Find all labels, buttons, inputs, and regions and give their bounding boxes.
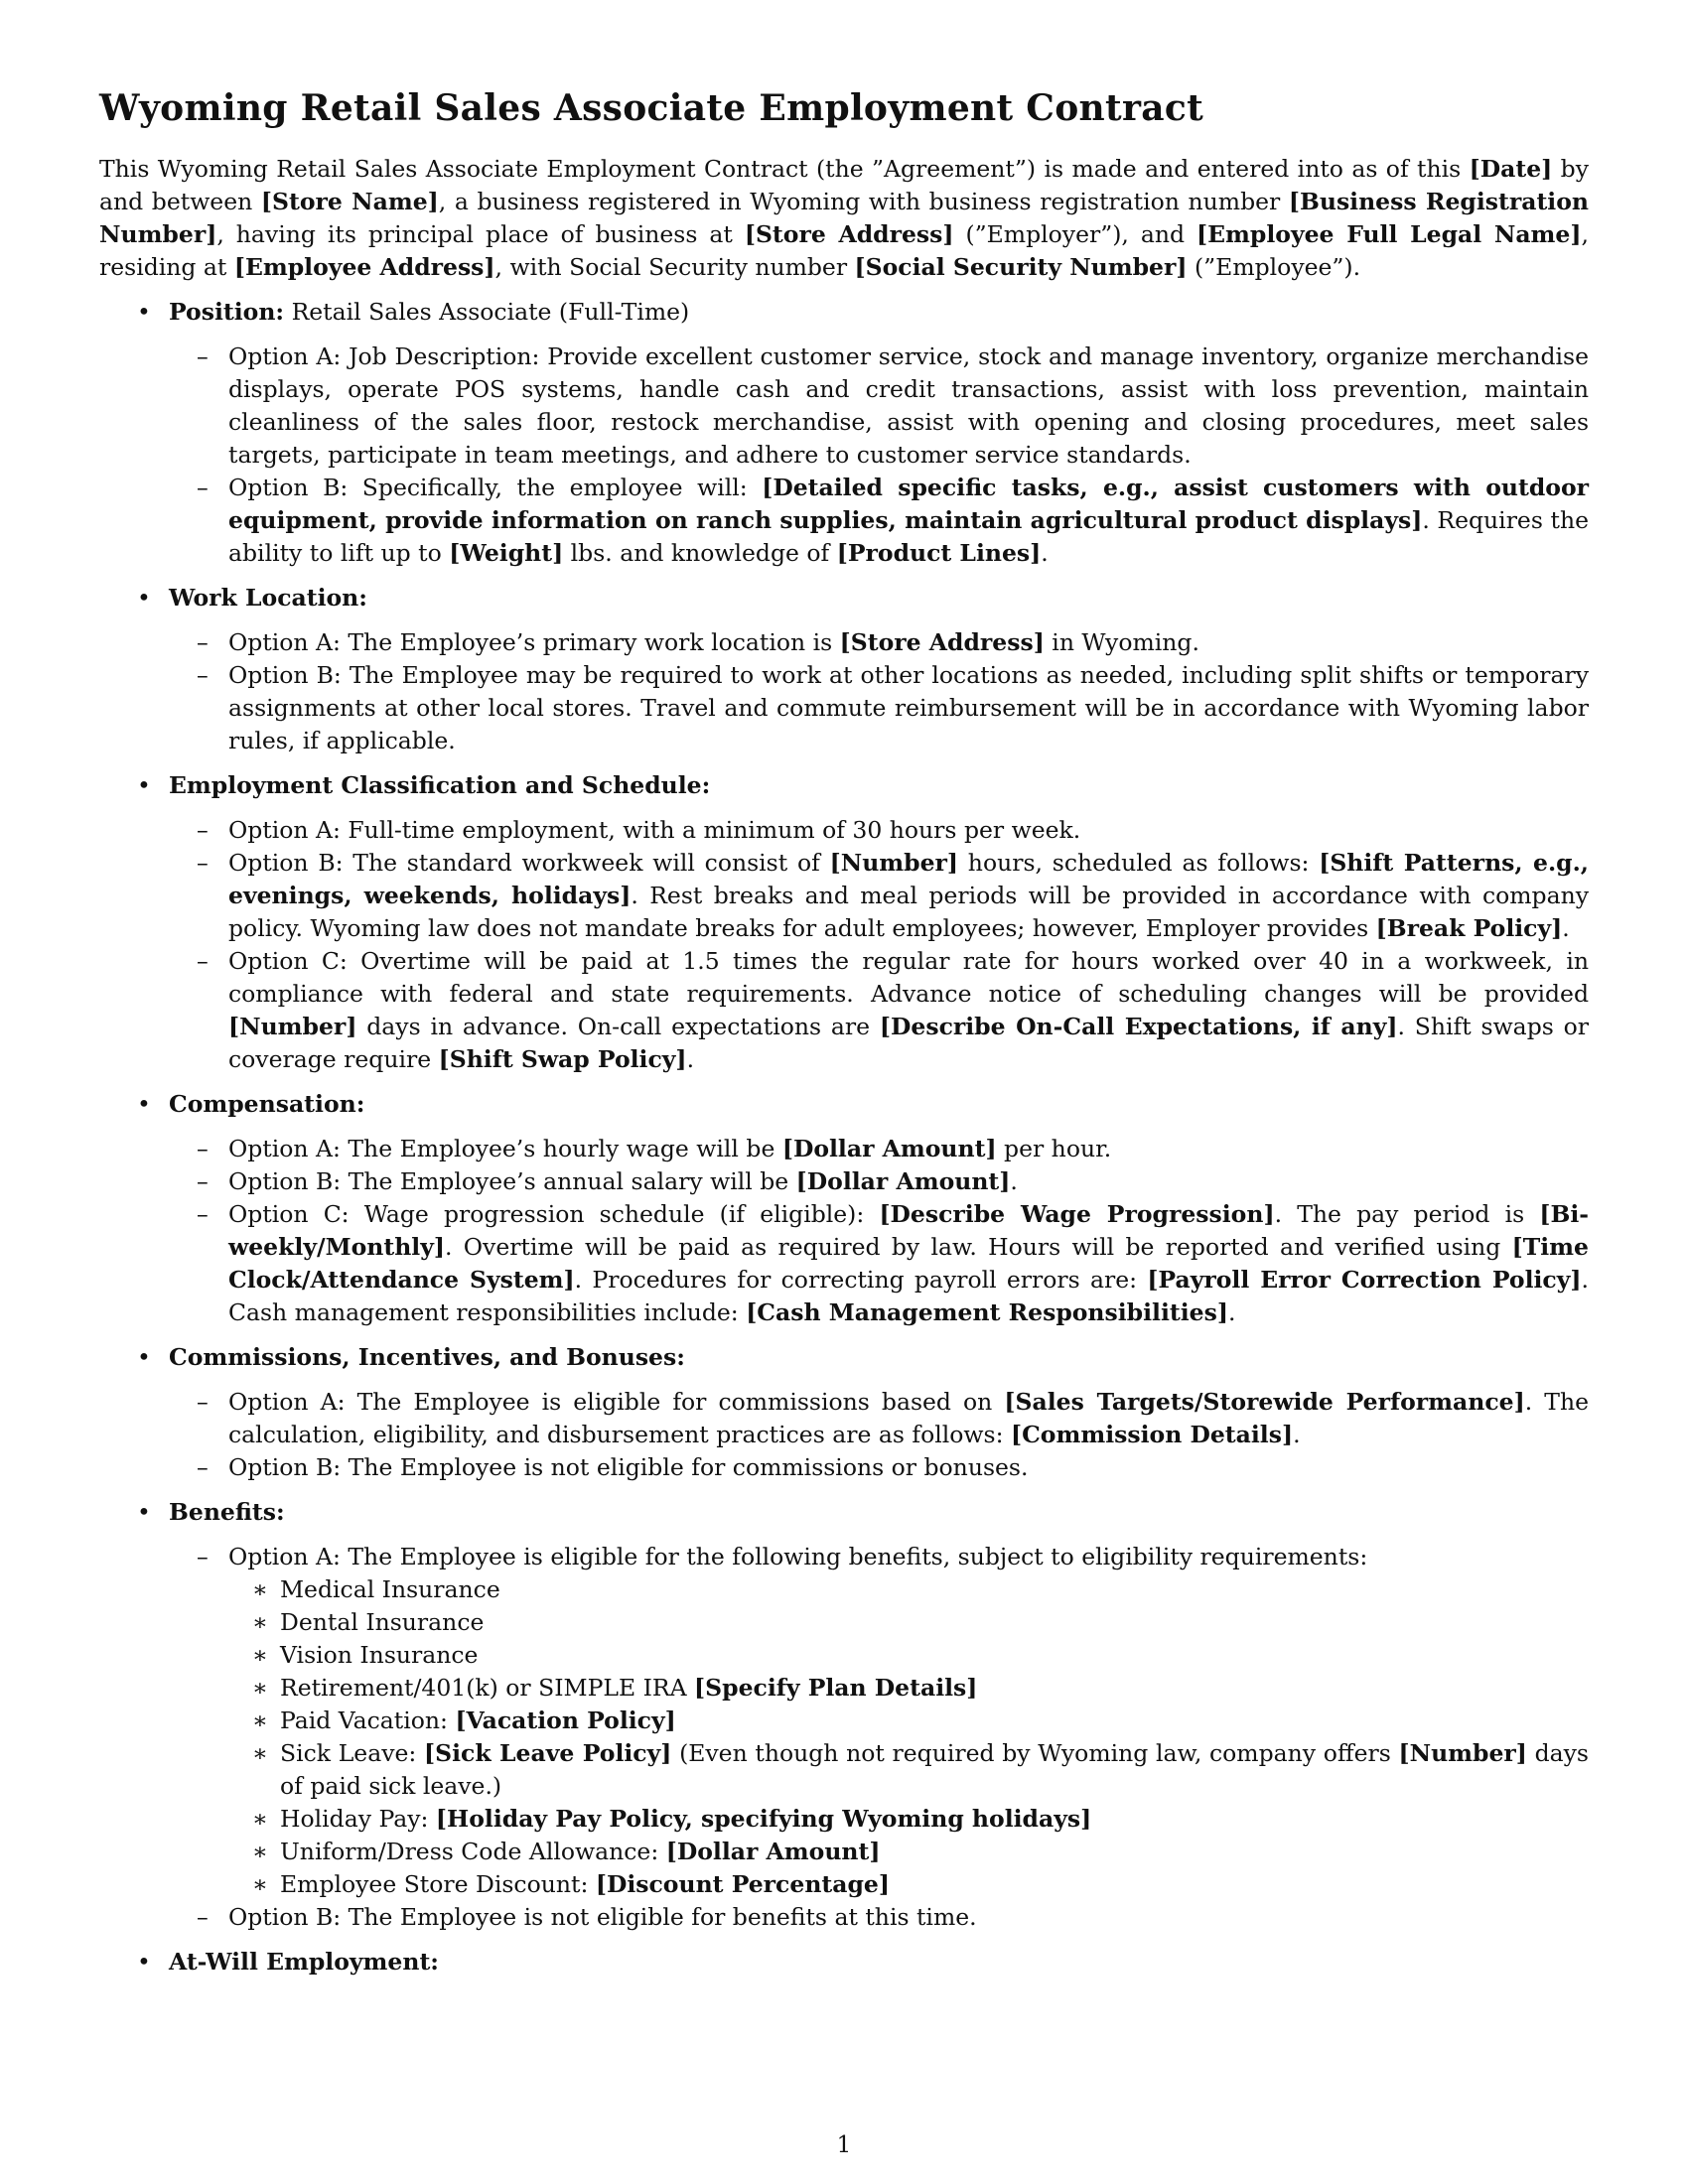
position-value: Retail Sales Associate (Full-Time) [284, 298, 690, 326]
bullet-icon: • [137, 298, 151, 326]
option-item: – Option A: The Employee is eligible for the following benefits, subject to eligibility requirements: ∗ Medical Insurance ∗ Dental Insurance ∗ Vision Insurance ∗ Retirement/401(k) or SIMPLE IRA [Specify Plan Details] ∗ Paid Vacation: [Vacation Policy] ∗ Sick Leave: [Sick Leave Policy] (Even though not required by Wyoming law, company offers [Number] days of paid sick leave.) ∗ Holiday Pay: [Holiday Pay Policy, specifying Wyoming holidays] ∗ Uniform/Dress Code Allowance: [Dollar Amount] ∗ Employee Store Discount: [Discount Percentage] [169, 1541, 1589, 1901]
benefit-item: ∗ Dental Insurance [252, 1608, 485, 1636]
section-position [99, 296, 1589, 570]
bullet-icon: • [137, 771, 151, 799]
section-heading: Compensation: [169, 1090, 365, 1118]
option-item: – Option A: Full-time employment, with a minimum of 30 hours per week. [197, 816, 1081, 844]
document-title: Wyoming Retail Sales Associate Employment Contract [99, 87, 1203, 129]
section-heading: At-Will Employment: [169, 1948, 439, 1976]
option-item: – Option A: The Employee is eligible for commissions based on [Sales Targets/Storewide Performance]. The calculation, eligibility, and disbursement practices are as follows: [Commission Details]. [197, 1388, 1589, 1448]
placeholder-date: [Date] [1469, 155, 1553, 183]
page-number: 1 [836, 2132, 852, 2158]
document-page [99, 87, 1589, 1990]
intro-paragraph: This Wyoming Retail Sales Associate Employment Contract (the ”Agreement”) is made and entered into as of this [Date] by and between [Store Name], a business registered in Wyoming with business registration number [Business Registration Number], having its principal place of business at [Store Address] (”Employer”), and [Employee Full Legal Name], residing at [Employee Address], with Social Security number [Social Security Number] (”Employee”). [99, 155, 1589, 281]
section-heading: Employment Classification and Schedule: [169, 771, 711, 799]
option-item: – Option C: Overtime will be paid at 1.5 times the regular rate for hours worked over 40 in a workweek, in compliance with federal and state requirements. Advance notice of scheduling changes will be provided [Number] days in advance. On-call expectations are [Describe On-Call Expectations, if any]. Shift swaps or coverage require [Shift Swap Policy]. [197, 947, 1589, 1073]
option-item: – Option B: The Employee may be required to work at other locations as needed, including split shifts or temporary assignments at other local stores. Travel and commute reimbursement will be in accordance with Wyoming labor rules, if applicable. [197, 661, 1589, 754]
benefit-item: ∗ Holiday Pay: [Holiday Pay Policy, specifying Wyoming holidays] [252, 1805, 1092, 1833]
option-item: – Option B: Specifically, the employee will: [Detailed specific tasks, e.g., assist customers with outdoor equipment, provide information on ranch supplies, maintain agricultural product displays]. Requires the ability to lift up to [Weight] lbs. and knowledge of [Product Lines]. [197, 474, 1589, 567]
benefit-item: ∗ Employee Store Discount: [Discount Percentage] [252, 1870, 890, 1898]
bullet-icon: • [137, 584, 151, 612]
section-compensation [99, 1088, 1589, 1329]
option-item: – Option A: Job Description: Provide excellent customer service, stock and manage inventory, organize merchandise displays, operate POS systems, handle cash and credit transactions, assist with loss prevention, maintain cleanliness of the sales floor, restock merchandise, assist with opening and closing procedures, meet sales targets, participate in team meetings, and adhere to customer service standards. [197, 342, 1589, 469]
option-item: – Option A: The Employee’s hourly wage will be [Dollar Amount] per hour. [197, 1135, 1112, 1162]
section-heading: Work Location: [169, 584, 367, 612]
placeholder-ssn: [Social Security Number] [854, 253, 1188, 281]
section-classification-schedule [99, 769, 1589, 1076]
section-at-will [99, 1946, 1589, 1979]
option-item: – Option B: The Employee is not eligible for commissions or bonuses. [197, 1453, 1029, 1481]
benefit-item: ∗ Sick Leave: [Sick Leave Policy] (Even though not required by Wyoming law, company offers [Number] days of paid sick leave.) [252, 1739, 1589, 1800]
contract-sections [99, 296, 1589, 1979]
benefit-item: ∗ Retirement/401(k) or SIMPLE IRA [Specify Plan Details] [252, 1674, 978, 1702]
bullet-icon: • [137, 1498, 151, 1526]
section-heading: Benefits: [169, 1498, 285, 1526]
placeholder-store-address: [Store Address] [744, 220, 954, 248]
option-item: – Option B: The standard workweek will consist of [Number] hours, scheduled as follows: [Shift Patterns, e.g., evenings, weekends, holidays]. Rest breaks and meal periods will be provided in accordance with company policy. Wyoming law does not mandate breaks for adult employees; however, Employer provides [Break Policy]. [197, 849, 1590, 942]
bullet-icon: • [137, 1948, 151, 1976]
placeholder-business-registration: [Business Registration Number] [99, 188, 1589, 248]
bullet-icon: • [137, 1090, 151, 1118]
option-item: – Option B: The Employee is not eligible for benefits at this time. [197, 1903, 977, 1931]
section-commissions [99, 1341, 1589, 1484]
section-benefits [99, 1496, 1589, 1934]
section-heading: Commissions, Incentives, and Bonuses: [169, 1343, 685, 1371]
option-item: – Option A: The Employee’s primary work location is [Store Address] in Wyoming. [197, 628, 1199, 656]
benefits-list [228, 1573, 1589, 1901]
option-item: – Option B: The Employee’s annual salary will be [Dollar Amount]. [197, 1167, 1018, 1195]
placeholder-employee-name: [Employee Full Legal Name] [1196, 220, 1582, 248]
benefit-item: ∗ Medical Insurance [252, 1575, 500, 1603]
benefit-item: ∗ Vision Insurance [252, 1641, 479, 1669]
benefit-item: ∗ Paid Vacation: [Vacation Policy] [252, 1706, 676, 1734]
placeholder-store-name: [Store Name] [260, 188, 439, 215]
section-heading: Position: [169, 298, 285, 326]
benefit-item: ∗ Uniform/Dress Code Allowance: [Dollar Amount] [252, 1838, 881, 1865]
bullet-icon: • [137, 1343, 151, 1371]
placeholder-employee-address: [Employee Address] [233, 253, 495, 281]
option-item: – Option C: Wage progression schedule (if eligible): [Describe Wage Progression]. The pay period is [Bi-weekly/Monthly]. Overtime will be paid as required by law. Hours will be reported and verified using [Time Clock/Attendance System]. Procedures for correcting payroll errors are: [Payroll Error Correction Policy]. Cash management responsibilities include: [Cash Management Responsibilities]. [197, 1200, 1590, 1326]
section-work-location [99, 582, 1589, 757]
